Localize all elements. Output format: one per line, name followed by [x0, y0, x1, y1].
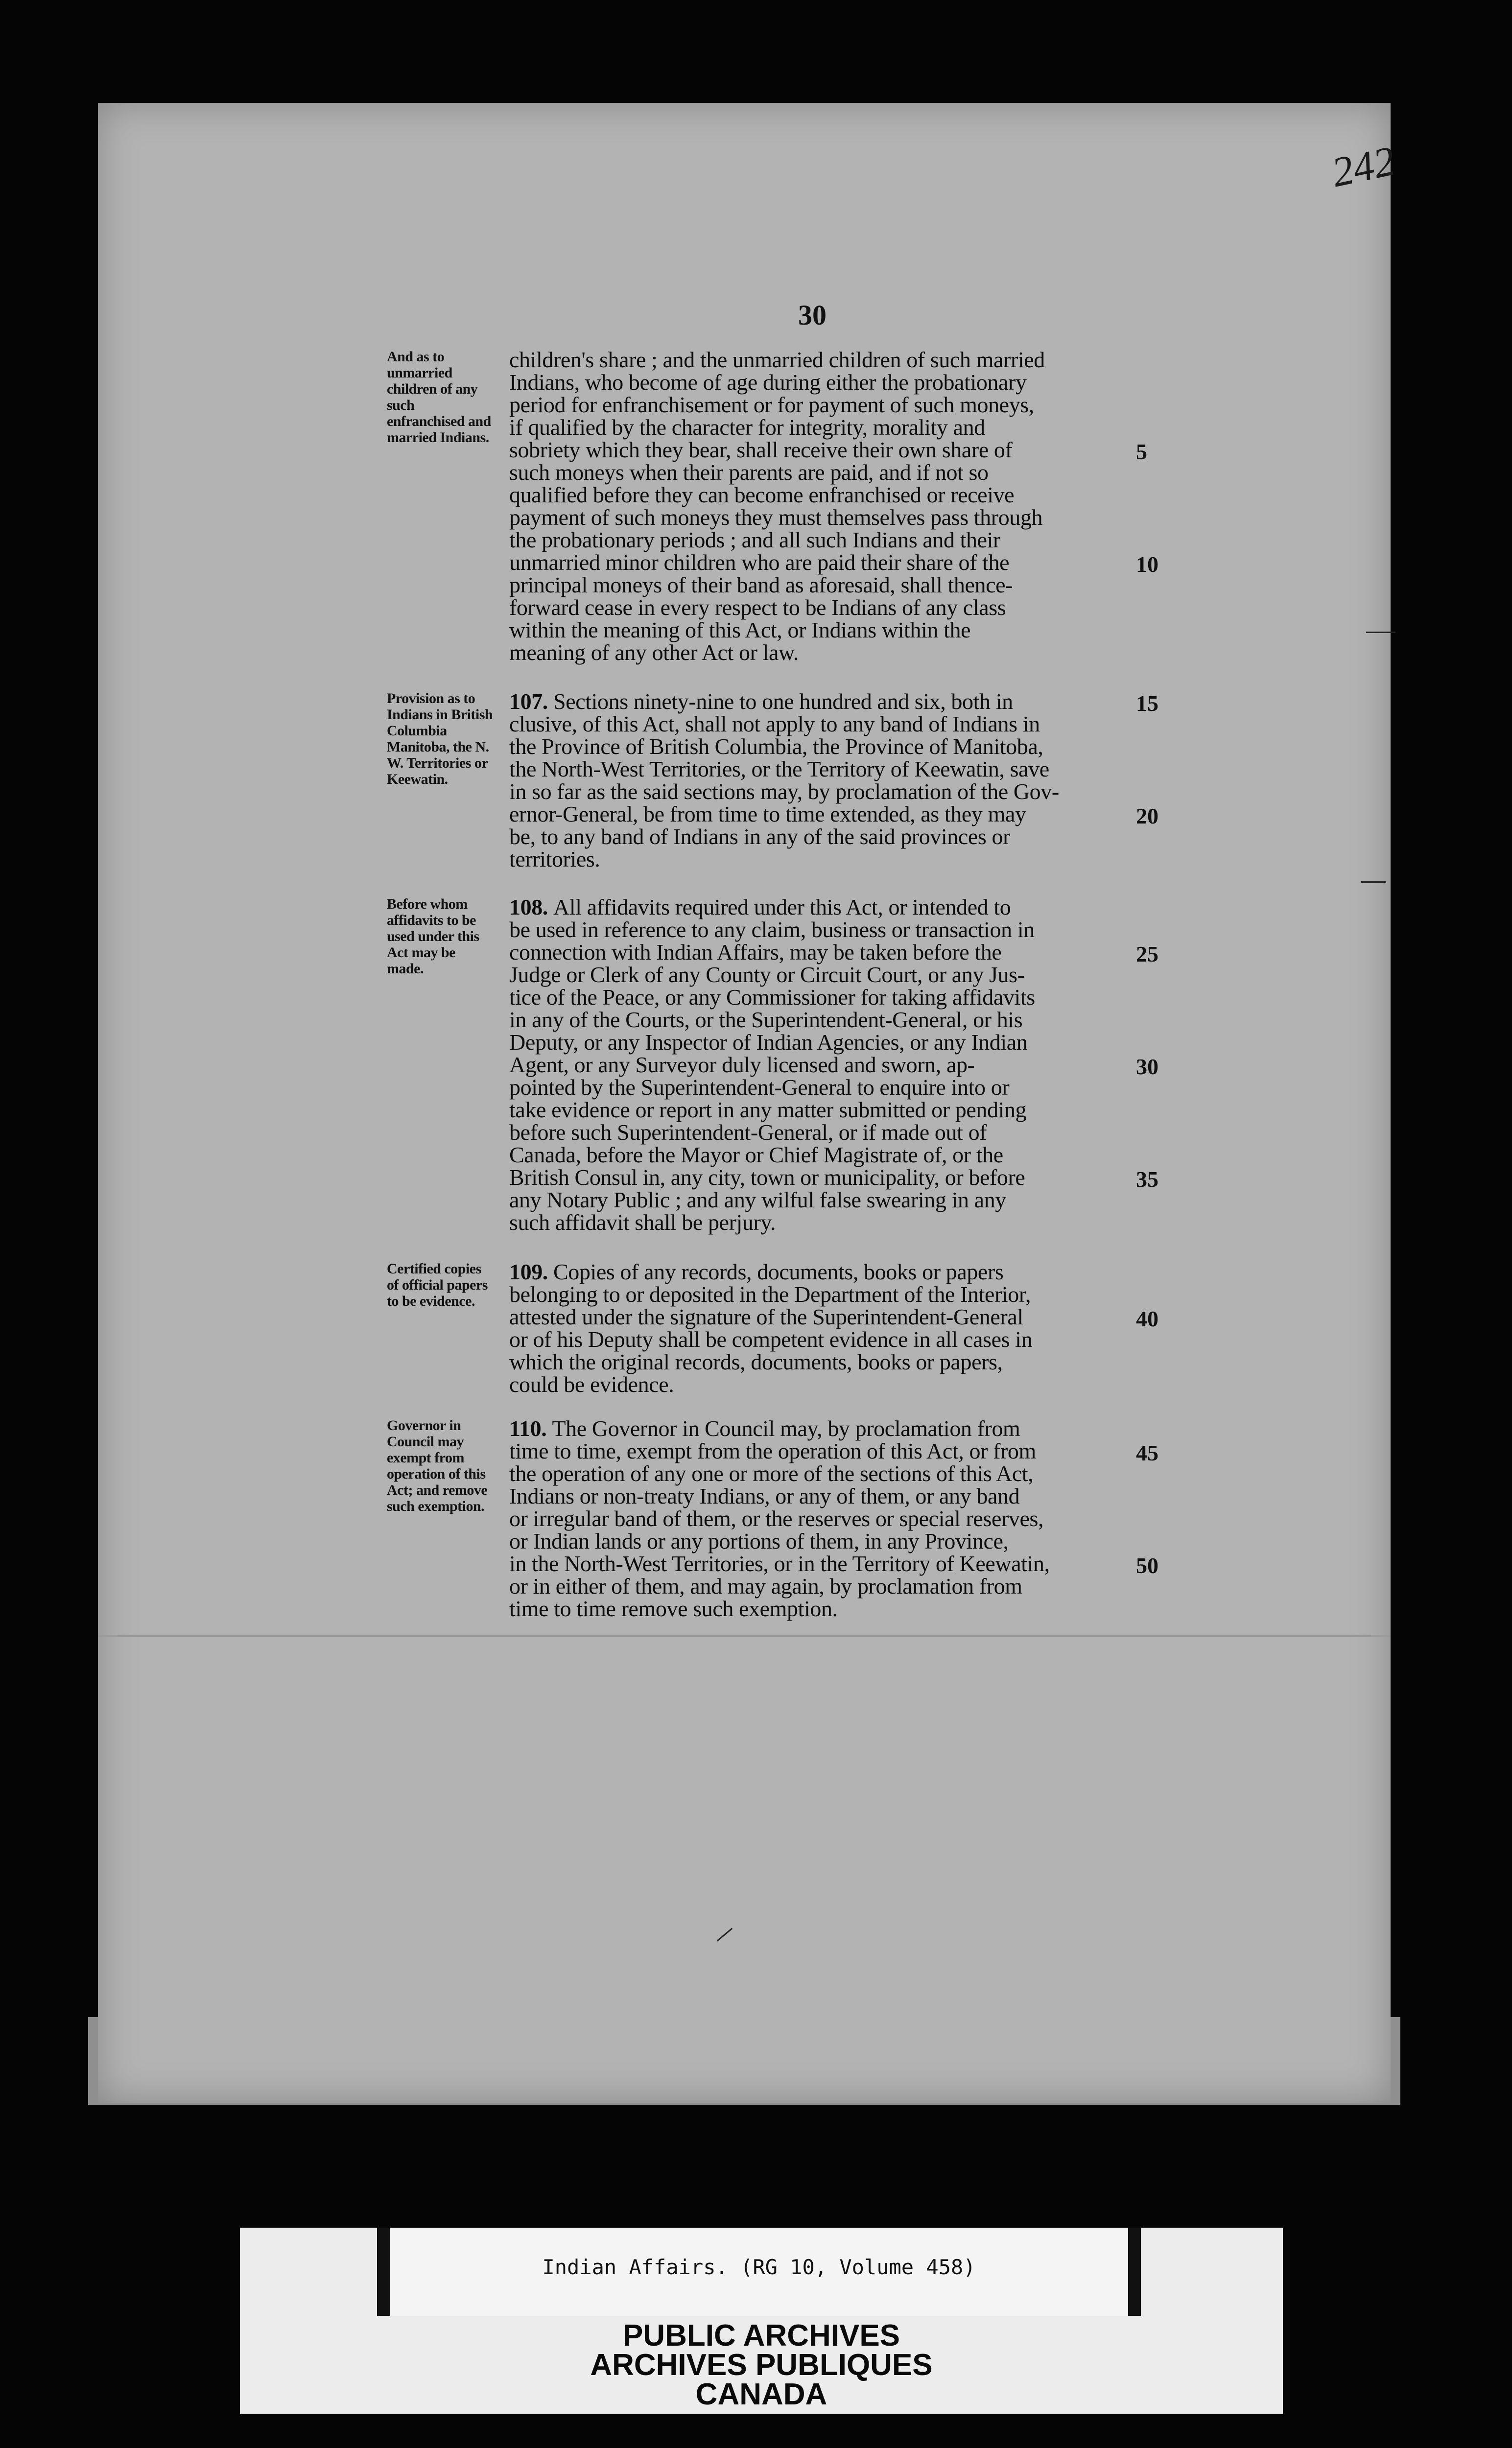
section-109-text	[509, 1261, 1131, 1396]
section-number: 110.	[509, 1416, 547, 1441]
scratch-mark	[1361, 881, 1386, 883]
text-line: the operation of any one or more of the sections of this Act,	[509, 1461, 1034, 1486]
section-number: 109.	[509, 1259, 548, 1284]
text-line: such affidavit shall be perjury.	[509, 1210, 776, 1235]
text-line: before such Superintendent-General, or if made out of	[509, 1120, 987, 1145]
margin-note-section-109: Certified copies of official papers to be evidence.	[387, 1261, 488, 1309]
text-line: clusive, of this Act, shall not apply to any band of Indians in	[509, 711, 1040, 736]
text-line: British Consul in, any city, town or municipality, or before	[509, 1165, 1025, 1190]
text-line: if qualified by the character for integrity, morality and	[509, 415, 985, 440]
text-line: principal moneys of their band as aforesaid, shall thence-	[509, 572, 1013, 597]
text-line: which the original records, documents, books or papers,	[509, 1349, 1003, 1374]
archive-reference: Indian Affairs. (RG 10, Volume 458)	[542, 2255, 976, 2279]
text-line: meaning of any other Act or law.	[509, 640, 799, 665]
text-line: Indians or non-treaty Indians, or any of them, or any band	[509, 1483, 1020, 1508]
text-line: tice of the Peace, or any Commissioner for taking affidavits	[509, 985, 1035, 1010]
text-line: 110. The Governor in Council may, by proclamation from	[509, 1416, 1020, 1441]
text-line: belonging to or deposited in the Department of the Interior,	[509, 1282, 1031, 1307]
margin-note-section-108: Before whom affidavits to be used under this Act may be made.	[387, 896, 479, 977]
section-107-text	[509, 690, 1131, 871]
text-line: Indians, who become of age during either the probationary	[509, 370, 1027, 395]
line-number: 50	[1136, 1553, 1158, 1578]
text-line: Canada, before the Mayor or Chief Magistrate of, or the	[509, 1142, 1003, 1167]
margin-note-section-110: Governor in Council may exempt from operation of this Act; and remove such exemption.	[387, 1417, 488, 1514]
fold-mark	[98, 1635, 1391, 1637]
text-line: forward cease in every respect to be Indians of any class	[509, 595, 1006, 620]
text-line: Agent, or any Surveyor duly licensed and sworn, ap-	[509, 1052, 975, 1077]
text-line: qualified before they can become enfranchised or receive	[509, 482, 1015, 507]
text-line: or irregular band of them, or the reserves or special reserves,	[509, 1506, 1044, 1531]
text-line: pointed by the Superintendent-General to enquire into or	[509, 1075, 1010, 1100]
text-line: the North-West Territories, or the Territory of Keewatin, save	[509, 756, 1049, 781]
line-number: 10	[1136, 552, 1158, 577]
text-line: period for enfranchisement or for payment of such moneys,	[509, 392, 1034, 417]
section-108-text	[509, 896, 1131, 1234]
archive-name-english: PUBLIC ARCHIVES	[622, 2319, 900, 2353]
text-line: 108. All affidavits required under this Act, or intended to	[509, 894, 1011, 919]
archive-country: CANADA	[695, 2377, 827, 2411]
text-line: within the meaning of this Act, or Indians within the	[509, 617, 971, 642]
text-line: take evidence or report in any matter submitted or pending	[509, 1097, 1027, 1122]
line-number: 5	[1136, 439, 1147, 464]
line-number: 45	[1136, 1440, 1158, 1465]
text-line: in so far as the said sections may, by proclamation of the Gov-	[509, 779, 1059, 804]
text-line: in the North-West Territories, or in the Territory of Keewatin,	[509, 1551, 1050, 1576]
text-line: such moneys when their parents are paid, and if not so	[509, 460, 989, 485]
text-line: or of his Deputy shall be competent evidence in all cases in	[509, 1327, 1033, 1352]
text-line: Judge or Clerk of any County or Circuit Court, or any Jus-	[509, 962, 1025, 987]
text-line: any Notary Public ; and any wilful false swearing in any	[509, 1187, 1006, 1212]
text-line: or Indian lands or any portions of them, in any Province,	[509, 1529, 1009, 1554]
margin-note-unmarried-children: And as to unmarried children of any such enfranchised and married Indians.	[387, 349, 491, 446]
handwritten-folio-number: 242	[1327, 137, 1399, 196]
line-number: 20	[1136, 803, 1158, 828]
text-line: in any of the Courts, or the Superintendent-General, or his	[509, 1007, 1023, 1032]
line-number: 25	[1136, 942, 1158, 966]
page-number: 30	[798, 299, 827, 331]
text-line: attested under the signature of the Superintendent-General	[509, 1304, 1023, 1329]
text-line: 109. Copies of any records, documents, books or papers	[509, 1259, 1004, 1284]
section-text-unmarried-children	[509, 349, 1131, 664]
line-number: 40	[1136, 1306, 1158, 1331]
scratch-mark	[1366, 632, 1395, 633]
archive-name-french: ARCHIVES PUBLIQUES	[590, 2348, 933, 2382]
text-line: or in either of them, and may again, by proclamation from	[509, 1574, 1022, 1599]
text-line: territories.	[509, 847, 600, 871]
text-line: could be evidence.	[509, 1372, 674, 1397]
archive-reference-strip	[377, 2228, 1141, 2316]
text-line: time to time remove such exemption.	[509, 1596, 838, 1621]
text-line: the probationary periods ; and all such Indians and their	[509, 527, 1000, 552]
line-number: 30	[1136, 1054, 1158, 1079]
text-line: the Province of British Columbia, the Province of Manitoba,	[509, 734, 1043, 759]
text-line: be used in reference to any claim, business or transaction in	[509, 917, 1035, 942]
section-110-text	[509, 1417, 1131, 1620]
text-line: payment of such moneys they must themselves pass through	[509, 505, 1043, 530]
text-line: unmarried minor children who are paid their share of the	[509, 550, 1010, 575]
text-line: time to time, exempt from the operation of this Act, or from	[509, 1438, 1036, 1463]
text-line: sobriety which they bear, shall receive their own share of	[509, 437, 1013, 462]
section-number: 107.	[509, 689, 548, 714]
line-number: 15	[1136, 691, 1158, 716]
text-line: Deputy, or any Inspector of Indian Agencies, or any Indian	[509, 1030, 1028, 1055]
text-line: ernor-General, be from time to time extended, as they may	[509, 801, 1026, 826]
text-line: children's share ; and the unmarried children of such married	[509, 347, 1045, 372]
margin-note-section-107: Provision as to Indians in British Columbia Manitoba, the N. W. Territories or Keewatin.	[387, 690, 493, 787]
text-line: connection with Indian Affairs, may be taken before the	[509, 940, 1002, 965]
text-line: be, to any band of Indians in any of the said provinces or	[509, 824, 1011, 849]
text-line: 107. Sections ninety-nine to one hundred and six, both in	[509, 689, 1013, 714]
section-number: 108.	[509, 894, 548, 919]
line-number: 35	[1136, 1167, 1158, 1192]
